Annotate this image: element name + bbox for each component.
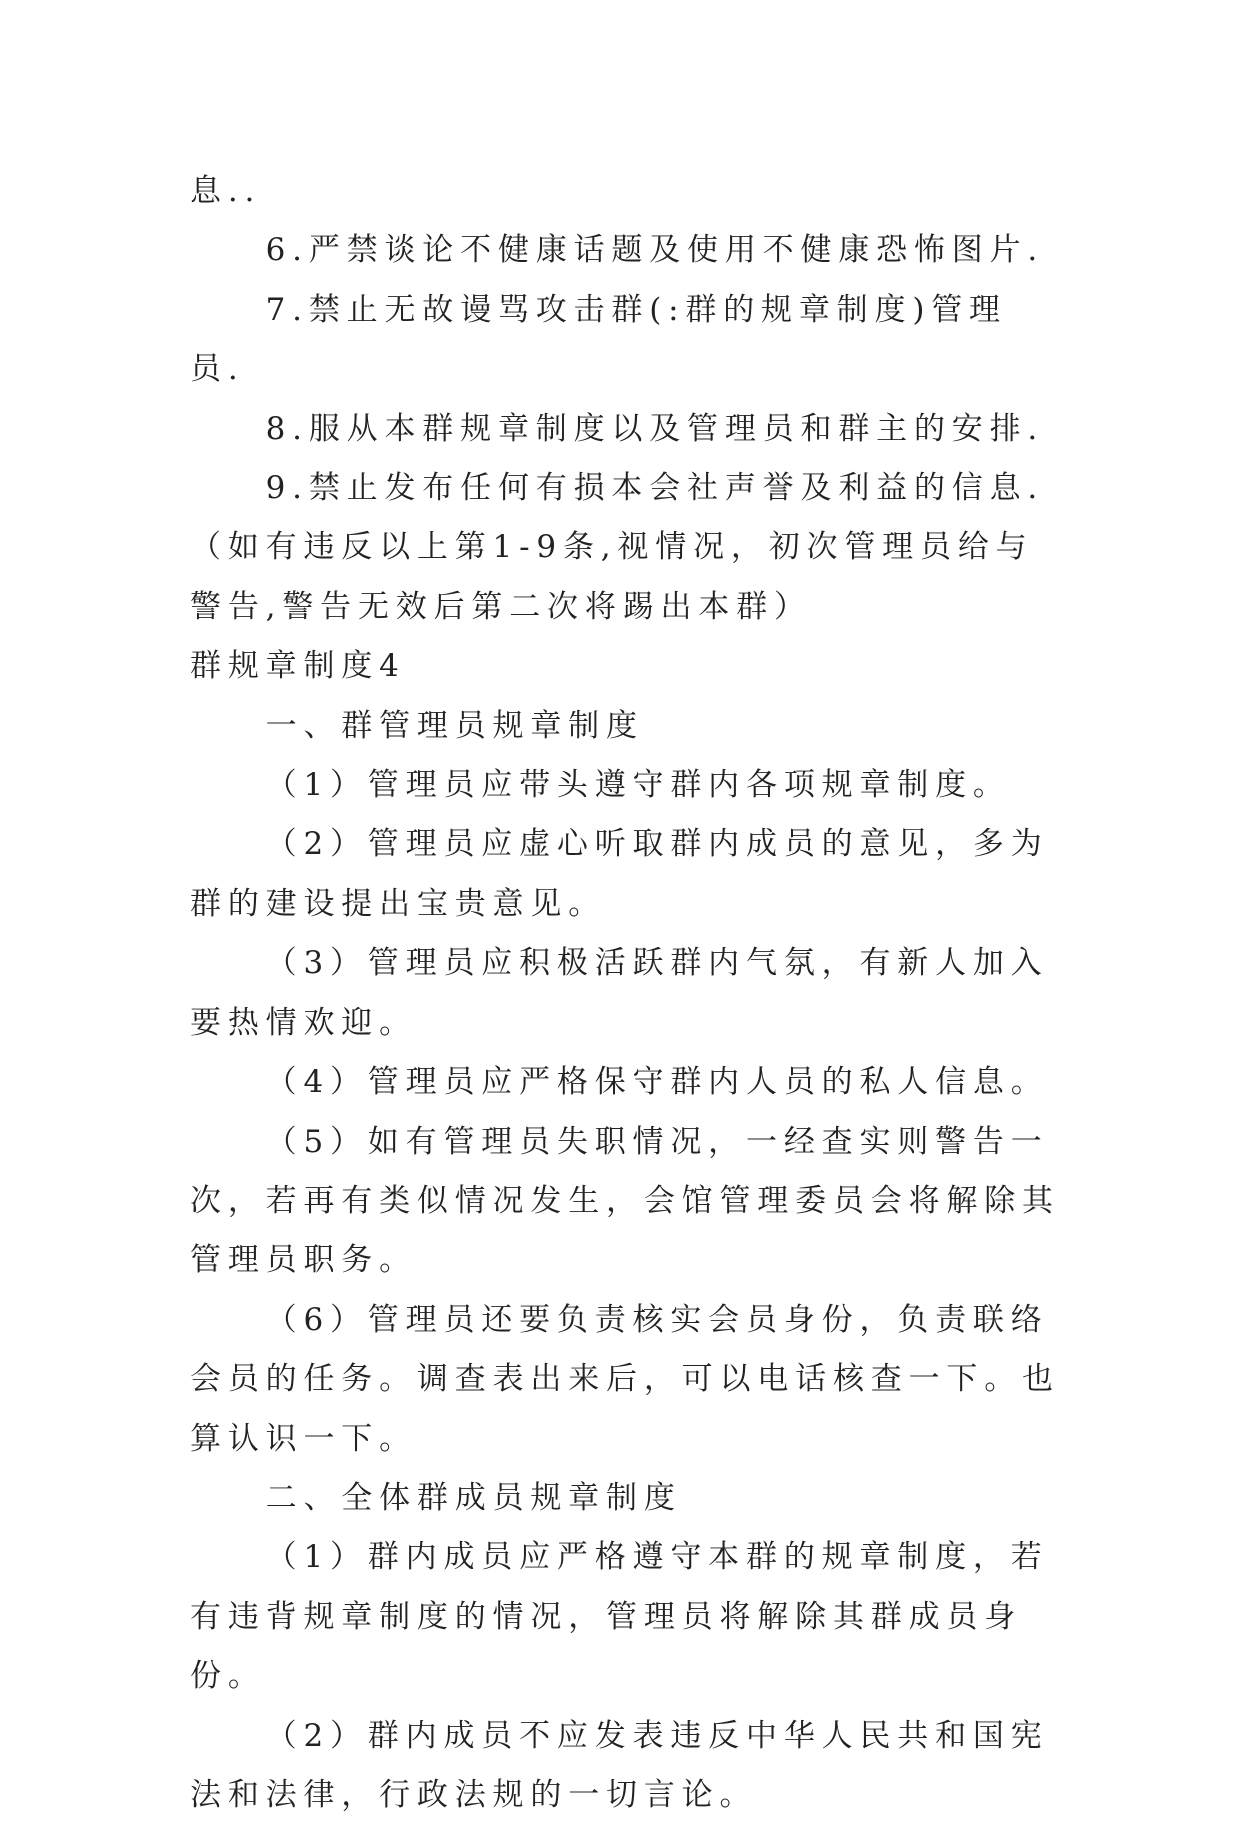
paragraph: （5）如有管理员失职情况，一经查实则警告一次，若再有类似情况发生，会馆管理委员会将解除其管理员职务。 [190, 1123, 1060, 1279]
paragraph: （6）管理员还要负责核实会员身份，负责联络会员的任务。调查表出来后，可以电话核查一下。也算认识一下。 [190, 1301, 1060, 1457]
paragraph: 9.禁止发布任何有损本会社声誉及利益的信息.（如有违反以上第1-9条,视情况，初次管理员给与警告,警告无效后第二次将踢出本群） [190, 470, 1045, 625]
paragraph: （2）群内成员不应发表违反中华人民共和国宪法和法律，行政法规的一切言论。 [190, 1717, 1049, 1813]
paragraph: （1）管理员应带头遵守群内各项规章制度。 [265, 767, 1011, 804]
subsection-heading: 一、群管理员规章制度 [265, 707, 644, 744]
paragraph: （2）管理员应虚心听取群内成员的意见，多为群的建设提出宝贵意见。 [190, 826, 1049, 922]
paragraph: （4）管理员应严格保守群内人员的私人信息。 [265, 1064, 1049, 1101]
paragraph: 8.服从本群规章制度以及管理员和群主的安排. [265, 410, 1045, 447]
subsection-heading: 二、全体群成员规章制度 [265, 1479, 682, 1516]
paragraph: 6.严禁谈论不健康话题及使用不健康恐怖图片. [265, 232, 1045, 269]
document-body [190, 162, 1060, 1825]
paragraph: 7.禁止无故谩骂攻击群(:群的规章制度)管理员. [190, 291, 1007, 388]
paragraph: （1）群内成员应严格遵守本群的规章制度，若有违背规章制度的情况，管理员将解除其群成员身份。 [190, 1539, 1049, 1695]
section-title: 群规章制度4 [190, 648, 406, 685]
paragraph: 息.. [190, 173, 262, 209]
paragraph: （3）管理员应积极活跃群内气氛，有新人加入要热情欢迎。 [190, 945, 1049, 1041]
